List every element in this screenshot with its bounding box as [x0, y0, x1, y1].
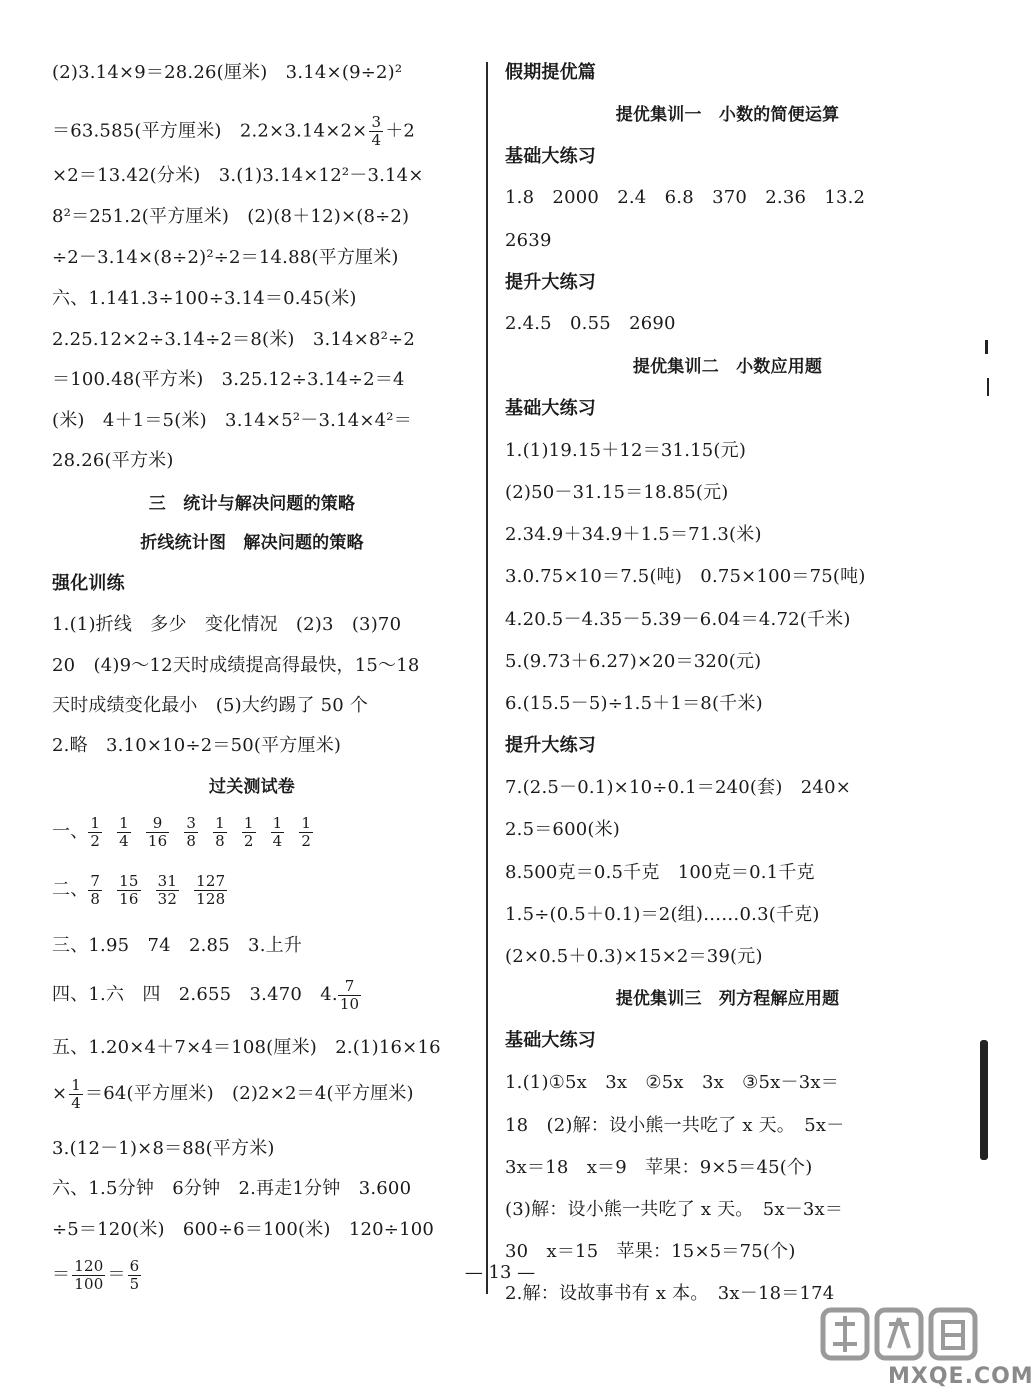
test-answer-one [52, 812, 328, 852]
answer-line: 18 (2)解：设小熊一共吃了 x 天。 5x－ [505, 1115, 845, 1136]
scan-mark [980, 1040, 988, 1160]
answer-line: (2×0.5＋0.3)×15×2＝39(元) [505, 946, 763, 967]
answer-line: 1.(1)折线 多少 变化情况 (2)3 (3)70 [52, 614, 402, 635]
answer-line: 4.20.5－4.35－5.39－6.04＝4.72(千米) [505, 609, 851, 630]
answer-text: ＝63.585(平方厘米) 2.2×3.14×2× [52, 120, 368, 142]
test-answer-two [52, 870, 242, 910]
training-heading: 提优集训二 小数应用题 [632, 357, 823, 377]
section-heading: 强化训练 [52, 573, 125, 594]
answer-line: 2.略 3.10×10÷2＝50(平方厘米) [52, 735, 342, 756]
answer-text: ＋2 [385, 120, 416, 142]
fraction: $\frac{1}{8}$ [215, 813, 225, 850]
answer-text: × [52, 1083, 68, 1104]
fraction: $\frac{1}{2}$ [90, 813, 101, 850]
answer-line: (2)3.14×9＝28.26(厘米) 3.14×(9÷2)² [52, 62, 403, 83]
fraction: $\frac{120}{100}$ [74, 1256, 104, 1293]
question-number: 一、 [52, 821, 89, 842]
scan-mark [985, 340, 988, 354]
fraction: $\frac{31}{32}$ [157, 871, 178, 908]
training-heading: 提优集训一 小数的简便运算 [615, 105, 840, 125]
answer-line: ÷5＝120(米) 600÷6＝100(米) 120÷100 [52, 1219, 435, 1240]
answer-line: 8²＝251.2(平方厘米) (2)(8＋12)×(8÷2) [52, 206, 410, 227]
answer-line: 2.34.9＋34.9＋1.5＝71.3(米) [505, 524, 762, 545]
answer-text: ＝ [107, 1264, 126, 1285]
test-answer-four [52, 975, 361, 1015]
answer-line: 30 x＝15 苹果：15×5＝75(个) [505, 1241, 796, 1262]
answer-line: 1.8 2000 2.4 6.8 370 2.36 13.2 [505, 187, 866, 208]
training-heading: 提优集训三 列方程解应用题 [615, 989, 840, 1009]
part-heading: 假期提优篇 [505, 62, 596, 83]
answer-line: 5.(9.73＋6.27)×20＝320(元) [505, 651, 762, 672]
answer-line: 28.26(平方米) [52, 450, 174, 471]
fraction: $\frac{6}{5}$ [129, 1256, 140, 1293]
column-divider [486, 62, 488, 1294]
answer-line: 3x＝18 x＝9 苹果：9×5＝45(个) [505, 1157, 813, 1178]
question-number: 二、 [52, 879, 89, 900]
test-answer-five: 五、1.20×4＋7×4＝108(厘米) 2.(1)16×16 [52, 1037, 441, 1058]
answer-line: 20 (4)9～12天时成绩提高得最快，15～18 [52, 655, 420, 676]
answer-text: ＝64(平方厘米) (2)2×2＝4(平方厘米) [85, 1083, 414, 1104]
answer-line: 2.5＝600(米) [505, 819, 621, 840]
answer-line: 6.(15.5－5)÷1.5＋1＝8(千米) [505, 693, 763, 714]
lesson-heading: 折线统计图 解决问题的策略 [140, 533, 364, 553]
test-answer-three: 三、1.95 74 2.85 3.上升 [52, 935, 303, 956]
answer-line: 2.解：设故事书有 x 本。 3x－18＝174 [505, 1283, 835, 1304]
fraction: $\frac{15}{16}$ [119, 871, 139, 908]
scan-mark [987, 378, 989, 396]
answer-line: 天时成绩变化最小 (5)大约踢了 50 个 [52, 695, 369, 716]
section-heading: 基础大练习 [505, 398, 596, 419]
answer-line: 1.(1)19.15＋12＝31.15(元) [505, 440, 747, 461]
fraction: $\frac{1}{2}$ [243, 813, 254, 850]
fraction: $\frac{1}{2}$ [301, 813, 312, 850]
fraction: $\frac{7}{8}$ [90, 871, 101, 908]
answer-line: ÷2－3.14×(8÷2)²÷2＝14.88(平方厘米) [52, 247, 399, 268]
watermark-text: MXQE.COM [888, 1364, 1034, 1389]
answer-line: (米) 4＋1＝5(米) 3.14×5²－3.14×4²＝ [52, 410, 412, 431]
fraction: $\frac{3}{4}$ [371, 113, 382, 149]
answer-line: 2.25.12×2÷3.14÷2＝8(米) 3.14×8²÷2 [52, 329, 415, 350]
answer-line: 2.4.5 0.55 2690 [505, 313, 676, 334]
answer-line-with-fraction [52, 1255, 143, 1295]
fraction: $\frac{7}{10}$ [339, 976, 360, 1013]
answer-line: (2)50－31.15＝18.85(元) [505, 482, 729, 503]
fraction: $\frac{3}{8}$ [186, 813, 197, 850]
test-answer-six: 六、1.5分钟 6分钟 2.再走1分钟 3.600 [52, 1178, 412, 1199]
answer-line: ×2＝13.42(分米) 3.(1)3.14×12²－3.14× [52, 165, 424, 186]
answer-text: ＝ [52, 1264, 71, 1285]
answer-line: 1.5÷(0.5＋0.1)＝2(组)……0.3(千克) [505, 904, 820, 925]
answer-line: 2639 [505, 230, 552, 251]
fraction: $\frac{1}{4}$ [119, 813, 129, 850]
fraction: $\frac{1}{4}$ [71, 1075, 82, 1112]
answer-line: 六、1.141.3÷100÷3.14＝0.45(米) [52, 288, 357, 309]
page-number: — 13 — [464, 1262, 536, 1283]
answer-line: 3.(12－1)×8＝88(平方米) [52, 1138, 275, 1159]
answer-line: 1.(1)①5x 3x ②5x 3x ③5x－3x＝ [505, 1072, 839, 1093]
answer-line: 8.500克＝0.5千克 100克＝0.1千克 [505, 862, 815, 883]
answer-line: ＝100.48(平方米) 3.25.12÷3.14÷2＝4 [52, 369, 405, 390]
fraction: $\frac{1}{4}$ [272, 813, 283, 850]
fraction: $\frac{9}{16}$ [147, 813, 168, 850]
section-heading: 基础大练习 [505, 1030, 596, 1051]
section-heading: 提升大练习 [505, 272, 596, 293]
fraction: $\frac{127}{128}$ [196, 871, 226, 908]
section-heading: 基础大练习 [505, 146, 596, 167]
test-answer-five-cont [52, 1074, 414, 1114]
unit-heading: 三 统计与解决问题的策略 [148, 494, 356, 514]
section-heading: 提升大练习 [505, 735, 596, 756]
answer-line: 7.(2.5－0.1)×10÷0.1＝240(套) 240× [505, 777, 852, 798]
answer-line: (3)解：设小熊一共吃了 x 天。 5x－3x＝ [505, 1199, 844, 1220]
answer-text: 四、1.六 四 2.655 3.470 4. [52, 984, 338, 1005]
test-heading: 过关测试卷 [209, 777, 295, 797]
answer-line: 3.0.75×10＝7.5(吨) 0.75×100＝75(吨) [505, 566, 866, 587]
answer-line-with-fraction [52, 114, 415, 149]
